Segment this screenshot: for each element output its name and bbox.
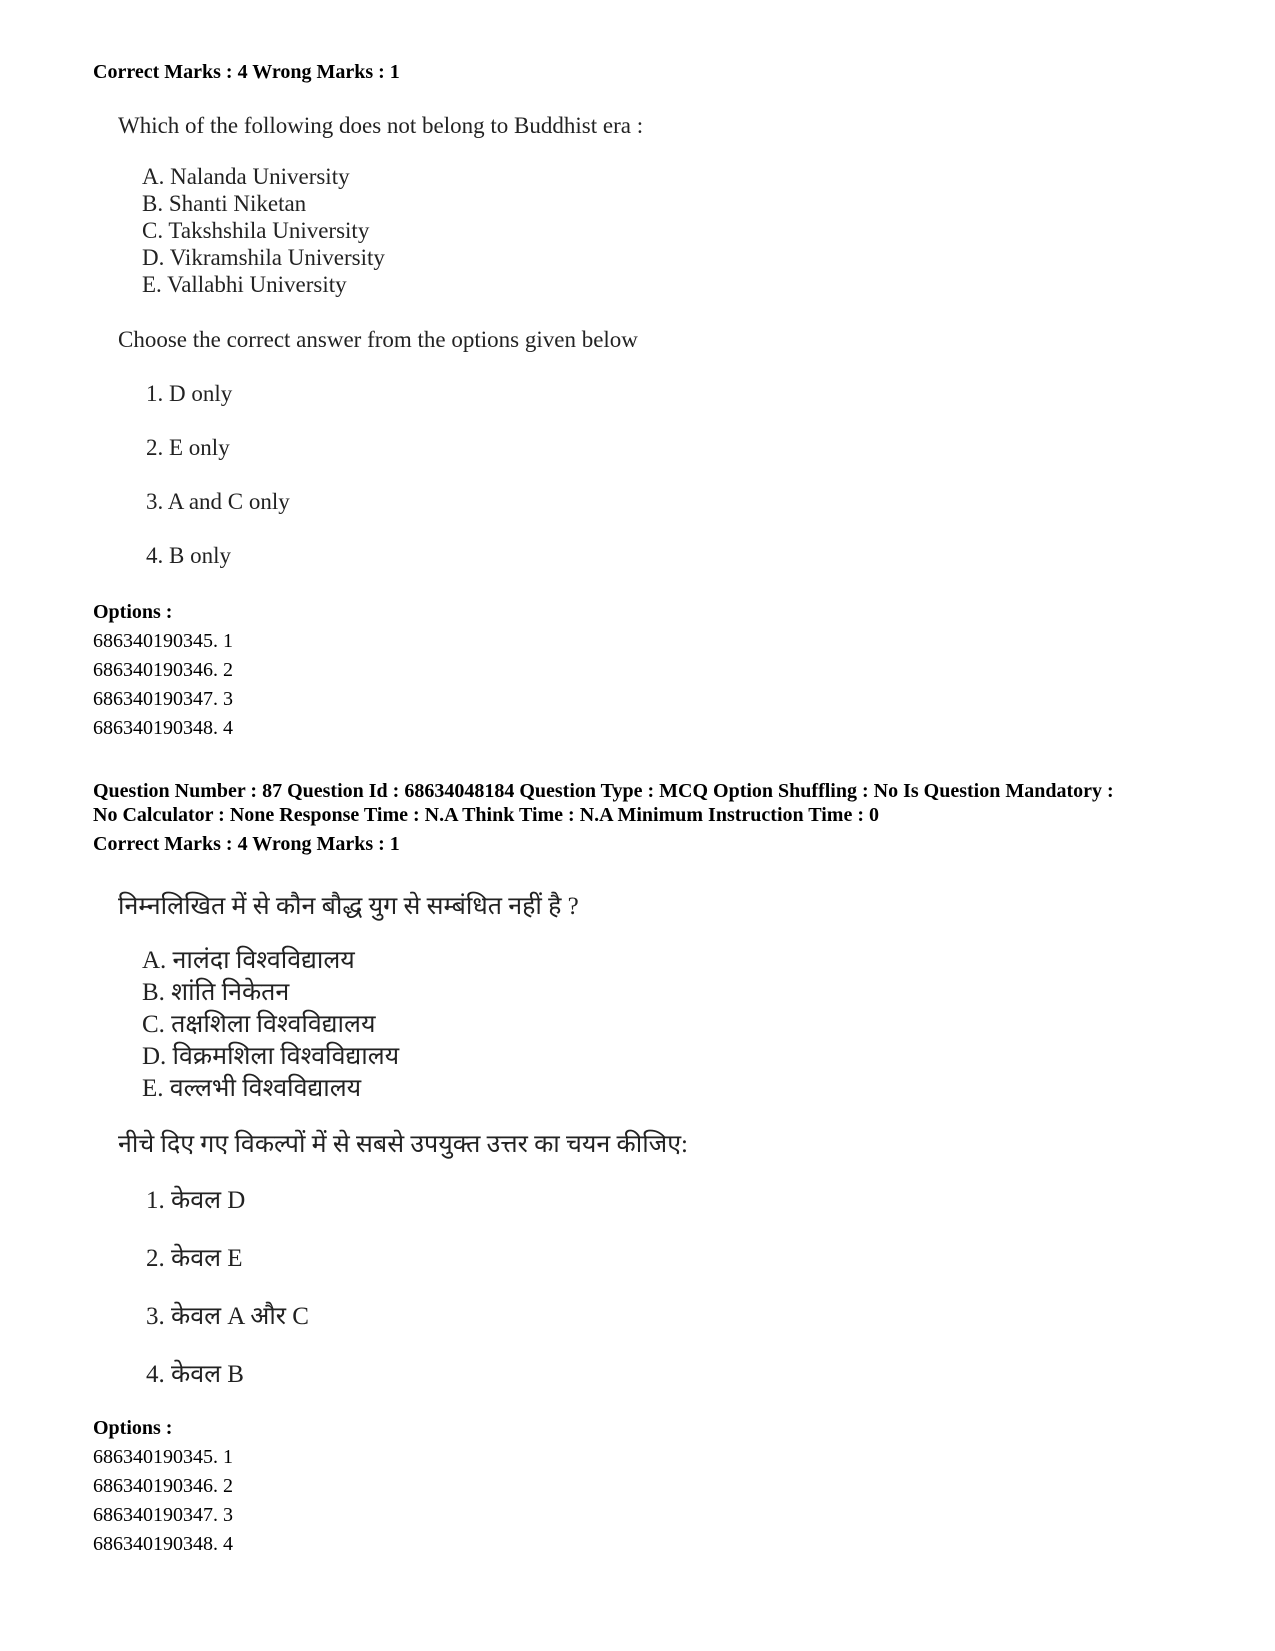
options-label: Options : bbox=[93, 1417, 173, 1439]
question-text-hindi: निम्नलिखित में से कौन बौद्ध युग से सम्बंधित नहीं है ? bbox=[118, 893, 579, 920]
statement-a: A. Nalanda University bbox=[142, 164, 350, 189]
answer-3: 3. A and C only bbox=[146, 489, 290, 514]
answer-2-hindi: 2. केवल E bbox=[146, 1245, 243, 1272]
statement-e: E. Vallabhi University bbox=[142, 272, 347, 297]
option-row: 686340190345. 1 bbox=[93, 630, 233, 652]
statement-d: D. Vikramshila University bbox=[142, 245, 385, 270]
statement-b: B. Shanti Niketan bbox=[142, 191, 307, 216]
marks-line: Correct Marks : 4 Wrong Marks : 1 bbox=[93, 833, 400, 855]
question-header-line1: Question Number : 87 Question Id : 68634048184 Question Type : MCQ Option Shuffling : No Is Question Mandatory : bbox=[93, 780, 1114, 802]
options-label: Options : bbox=[93, 601, 173, 623]
statement-c: C. Takshshila University bbox=[142, 218, 370, 243]
statement-b-hindi: B. शांति निकेतन bbox=[142, 979, 290, 1006]
answer-3-hindi: 3. केवल A और C bbox=[146, 1303, 309, 1330]
option-row: 686340190348. 4 bbox=[93, 1533, 233, 1555]
answer-2: 2. E only bbox=[146, 435, 230, 460]
answer-1: 1. D only bbox=[146, 381, 233, 406]
question-text: Which of the following does not belong to Buddhist era : bbox=[118, 113, 644, 138]
option-row: 686340190347. 3 bbox=[93, 688, 233, 710]
answer-4: 4. B only bbox=[146, 543, 231, 568]
answer-4-hindi: 4. केवल B bbox=[146, 1361, 244, 1388]
statement-e-hindi: E. वल्लभी विश्वविद्यालय bbox=[142, 1075, 362, 1102]
option-row: 686340190345. 1 bbox=[93, 1446, 233, 1468]
statement-d-hindi: D. विक्रमशिला विश्वविद्यालय bbox=[142, 1043, 400, 1070]
marks-line: Correct Marks : 4 Wrong Marks : 1 bbox=[93, 61, 400, 83]
choose-instruction-hindi: नीचे दिए गए विकल्पों में से सबसे उपयुक्त उत्तर का चयन कीजिए: bbox=[118, 1131, 688, 1158]
statement-a-hindi: A. नालंदा विश्वविद्यालय bbox=[142, 947, 355, 974]
option-row: 686340190347. 3 bbox=[93, 1504, 233, 1526]
statement-c-hindi: C. तक्षशिला विश्वविद्यालय bbox=[142, 1011, 376, 1038]
option-row: 686340190346. 2 bbox=[93, 659, 233, 681]
choose-instruction: Choose the correct answer from the options given below bbox=[118, 327, 638, 352]
option-row: 686340190348. 4 bbox=[93, 717, 233, 739]
question-header-line2: No Calculator : None Response Time : N.A Think Time : N.A Minimum Instruction Time : 0 bbox=[93, 804, 879, 826]
option-row: 686340190346. 2 bbox=[93, 1475, 233, 1497]
answer-1-hindi: 1. केवल D bbox=[146, 1187, 246, 1214]
